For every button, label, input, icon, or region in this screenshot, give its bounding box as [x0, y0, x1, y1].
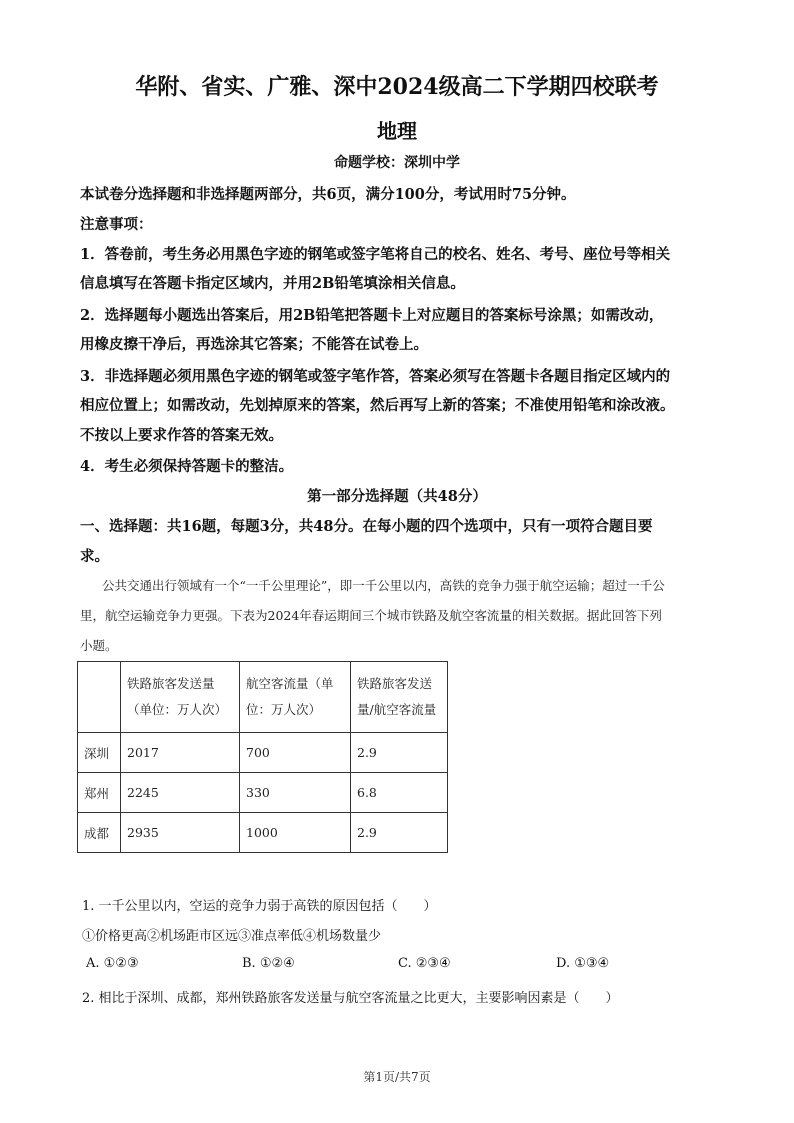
- question-1-option-c: C. ②③④: [398, 956, 451, 971]
- table-cell: 深圳: [78, 733, 121, 773]
- table-cell: 郑州: [78, 773, 121, 813]
- table-cell: 1000: [240, 813, 351, 853]
- question-1-stem: 1. 一千公里以内，空运的竞争力弱于高铁的原因包括（ ）: [82, 899, 437, 914]
- table-cell: 2.9: [351, 733, 448, 773]
- question-1-statements: ①价格更高②机场距市区远③准点率低④机场数量少: [82, 929, 382, 944]
- table-cell: 2935: [121, 813, 240, 853]
- exam-intro: 本试卷分选择题和非选择题两部分，共6页，满分100分，考试用时75分钟。: [80, 186, 576, 203]
- notes-heading: 注意事项：: [80, 216, 153, 233]
- table-cell: 2.9: [351, 813, 448, 853]
- setter-school: 命题学校：深圳中学: [334, 155, 460, 171]
- passage-line-2: 里，航空运输竞争力更强。下表为2024年春运期间三个城市铁路及航空客流量的相关数据。据此回答下列: [80, 608, 662, 623]
- exam-title: 华附、省实、广雅、深中2024级高二下学期四校联考: [135, 74, 659, 100]
- table-cell: 700: [240, 733, 351, 773]
- question-2-stem: 2. 相比于深圳、成都，郑州铁路旅客发送量与航空客流量之比更大，主要影响因素是（ ）: [82, 991, 619, 1006]
- note-3-line-2: 相应位置上；如需改动，先划掉原来的答案，然后再写上新的答案；不准使用铅笔和涂改液。: [80, 397, 675, 414]
- question-1-option-d: D. ①③④: [556, 956, 610, 971]
- table-row: [78, 813, 448, 853]
- table-cell: 成都: [78, 813, 121, 853]
- question-1-option-a: A. ①②③: [86, 956, 139, 971]
- table-cell: 2017: [121, 733, 240, 773]
- table-cell: 6.8: [351, 773, 448, 813]
- part-instruction-line-1: 一、选择题：共16题，每题3分，共48分。在每小题的四个选项中，只有一项符合题目要: [80, 518, 653, 535]
- passage-line-1: 公共交通出行领域有一个“一千公里理论”，即一千公里以内，高铁的竞争力强于航空运输；超过一千公: [102, 578, 665, 593]
- note-4: 4．考生必须保持答题卡的整洁。: [80, 458, 294, 475]
- table-cell: 330: [240, 773, 351, 813]
- table-header-cell: 铁路旅客发送量/航空客流量: [351, 662, 448, 733]
- note-3-line-3: 不按以上要求作答的答案无效。: [80, 427, 283, 444]
- table-header-cell: [78, 662, 121, 733]
- note-2-line-1: 2．选择题每小题选出答案后，用2B铅笔把答题卡上对应题目的答案标号涂黑；如需改动，: [80, 307, 664, 324]
- part-instruction-line-2: 求。: [80, 548, 109, 565]
- note-2-line-2: 用橡皮擦干净后，再选涂其它答案；不能答在试卷上。: [80, 336, 428, 353]
- table-header-row: [78, 662, 448, 733]
- page-number: 第1页/共7页: [363, 1070, 431, 1084]
- note-3-line-1: 3．非选择题必须用黑色字迹的钢笔或签字笔作答，答案必须写在答题卡各题目指定区域内的: [80, 368, 671, 385]
- table-cell: 2245: [121, 773, 240, 813]
- note-1-line-1: 1．答卷前，考生务必用黑色字迹的钢笔或签字笔将自己的校名、姓名、考号、座位号等相关: [80, 246, 671, 263]
- passage-line-3: 小题。: [80, 638, 118, 653]
- table-header-cell: 铁路旅客发送量（单位：万人次）: [121, 662, 240, 733]
- section-title: 第一部分选择题（共48分）: [307, 488, 487, 505]
- question-1-option-b: B. ①②④: [242, 956, 295, 971]
- table-header-cell: 航空客流量（单位：万人次）: [240, 662, 351, 733]
- table-row: [78, 733, 448, 773]
- passenger-data-table: [77, 661, 448, 853]
- table-row: [78, 773, 448, 813]
- subject-title: 地理: [377, 119, 417, 143]
- note-1-line-2: 信息填写在答题卡指定区域内，并用2B铅笔填涂相关信息。: [80, 275, 465, 292]
